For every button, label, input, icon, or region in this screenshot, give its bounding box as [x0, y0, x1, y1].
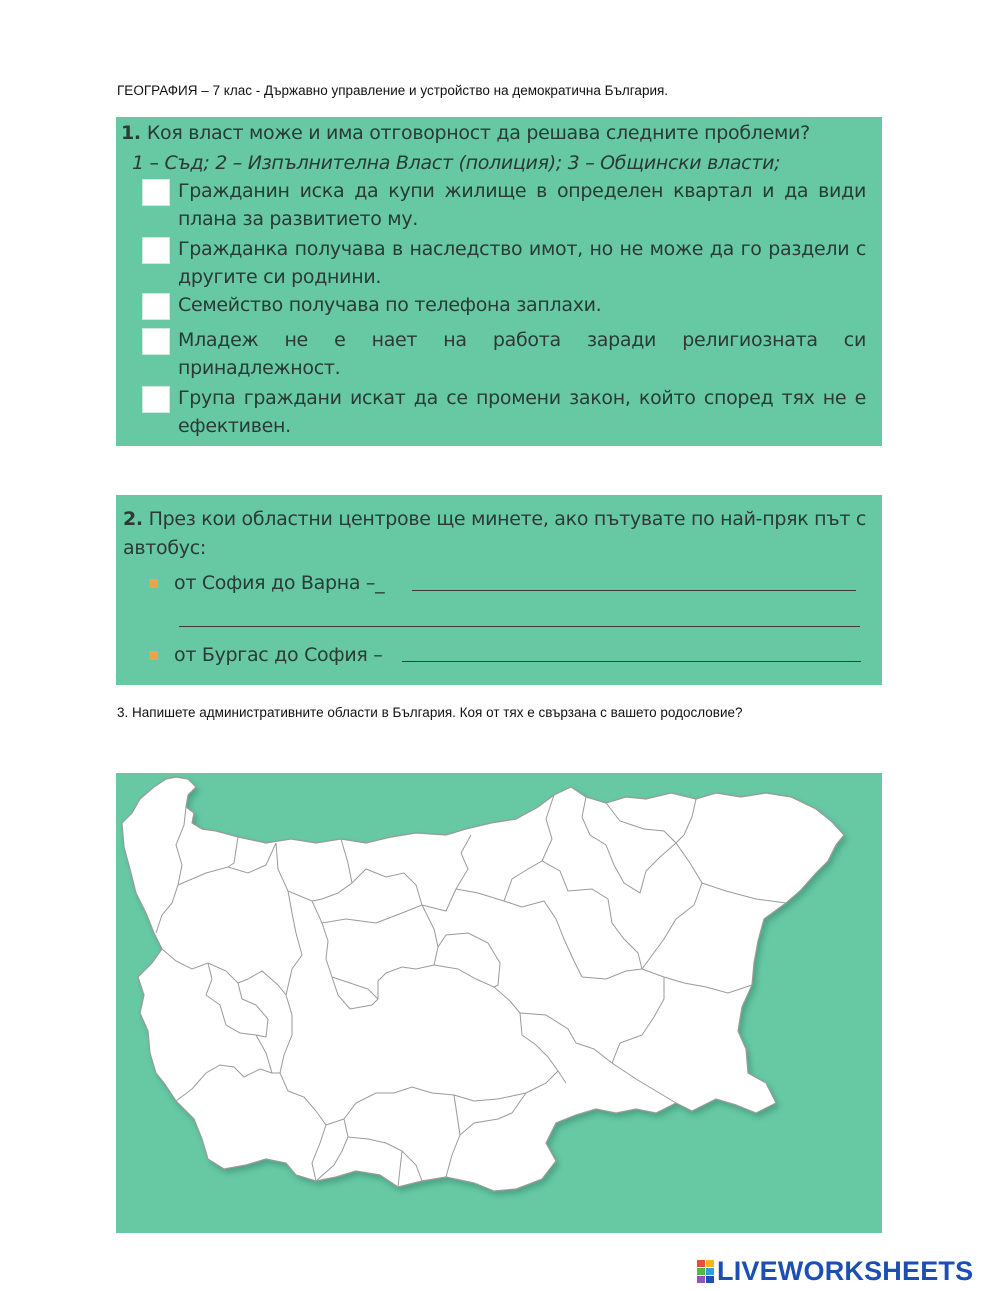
question-1-legend: 1 – Съд; 2 – Изпълнителна Власт (полиция); 3 – Общински власти; [132, 152, 781, 174]
worksheet-title: ГЕОГРАФИЯ – 7 клас - Държавно управление и устройство на демократична България. [117, 83, 669, 98]
answer-box-2[interactable] [142, 237, 170, 264]
question-1-number: 1. [121, 122, 141, 144]
route-label-burgas-sofia: от Бургас до София – [174, 644, 383, 666]
route-label-sofia-varna: от София до Варна –_ [174, 572, 385, 594]
answer-box-3[interactable] [142, 293, 170, 320]
question-3-text: 3. Напишете административните области в България. Коя от тях е свързана с вашето родословие? [117, 705, 743, 720]
bulgaria-map-panel [116, 773, 882, 1233]
question-1-item-text: Младеж не е нает на работа заради религиозната си принадлежност. [178, 329, 866, 379]
question-2-panel [116, 495, 882, 685]
question-2-text: През кои областни центрове ще минете, ако пътувате по най-пряк път с автобус: [123, 508, 867, 559]
answer-line-burgas-sofia[interactable] [402, 661, 861, 662]
liveworksheets-logo-text: LIVEWORKSHEETS [717, 1255, 974, 1286]
liveworksheets-logo-icon [697, 1260, 714, 1283]
question-1-item-text: Гражданка получава в наследство имот, но не може да го раздели с другите си роднини. [178, 238, 866, 288]
question-1-item-text: Гражданин иска да купи жилище в определен квартал и да види плана за развитието му. [178, 180, 866, 230]
bulgaria-outline [122, 777, 844, 1191]
question-1-title [121, 120, 871, 146]
route-bullet [149, 651, 158, 660]
question-1-text: Коя власт може и има отговорност да решава следните проблеми? [146, 122, 810, 144]
answer-line-sofia-varna[interactable] [412, 590, 856, 591]
answer-line-sofia-varna-continued[interactable] [179, 626, 860, 627]
answer-box-5[interactable] [142, 386, 170, 413]
answer-box-1[interactable] [142, 179, 170, 206]
question-2-title [123, 505, 873, 563]
bulgaria-map [116, 773, 882, 1233]
route-bullet [149, 579, 158, 588]
question-1-item-text: Семейство получава по телефона заплахи. [178, 294, 602, 316]
question-1-panel [116, 117, 882, 446]
question-1-item-text: Група граждани искат да се промени закон, който според тях не е ефективен. [178, 387, 866, 437]
answer-box-4[interactable] [142, 328, 170, 355]
question-2-number: 2. [123, 508, 143, 530]
liveworksheets-logo [697, 1257, 973, 1285]
